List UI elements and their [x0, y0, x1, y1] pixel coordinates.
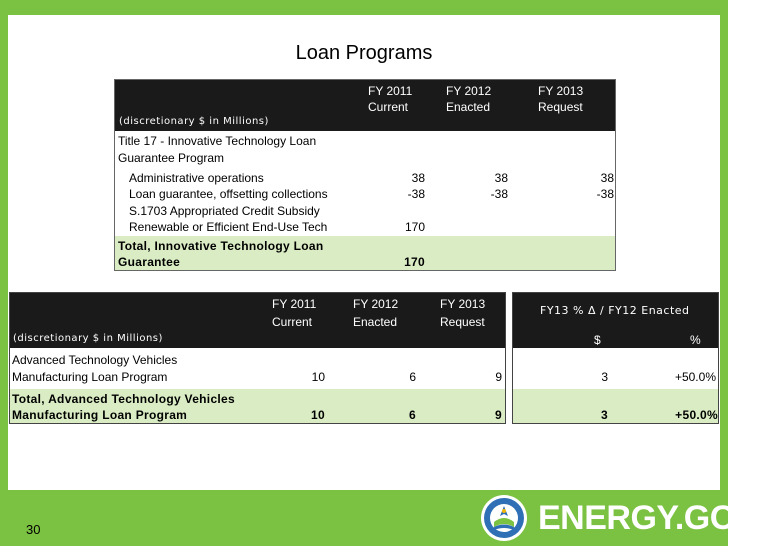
table2-row-fy2013: 9: [495, 370, 502, 384]
table2-change-title: FY13 % Δ / FY12 Enacted: [540, 304, 690, 317]
table1-border: [114, 79, 616, 271]
table1-row-fy2011: -38: [407, 187, 425, 201]
table2-total-label-line1: Total, Advanced Technology Vehicles: [12, 392, 235, 406]
table1-row-label: S.1703 Appropriated Credit Subsidy: [129, 204, 320, 218]
table2-change-pct-header: %: [690, 333, 701, 347]
table2-col-fy2012: FY 2012 Enacted: [353, 297, 399, 329]
table1-section-title-line1: Title 17 - Innovative Technology Loan: [118, 134, 317, 148]
table1-section-title-line2: Guarantee Program: [118, 151, 225, 165]
table1-units-label: (discretionary $ in Millions): [119, 116, 269, 127]
table2-row-label-line2: Manufacturing Loan Program: [12, 370, 168, 384]
table1-col-fy2012: FY 2012 Enacted: [446, 84, 492, 114]
table2-row-change-pct: +50.0%: [674, 370, 716, 384]
table2-change-border: [512, 292, 719, 424]
table1-row-fy2011: 170: [404, 220, 425, 234]
table2-row-fy2012: 6: [409, 370, 416, 384]
table1-total-label-line1: Total, Innovative Technology Loan: [118, 239, 324, 253]
doe-seal-icon: [480, 494, 528, 542]
table2-row-label-line1: Advanced Technology Vehicles: [12, 353, 178, 367]
slide-number: 30: [26, 522, 41, 537]
table2-col-fy2011: FY 2011 Current: [272, 297, 317, 329]
table1-row-fy2012: 38: [494, 171, 508, 185]
table1-col-fy2013: FY 2013 Request: [538, 84, 584, 114]
table1-total-fy2011: 170: [404, 255, 425, 269]
table2-total-fy2013: 9: [495, 408, 502, 422]
table2-border: [9, 292, 506, 424]
table2-row-change-dollar: 3: [601, 370, 608, 384]
table2-total-change-dollar: 3: [601, 408, 608, 422]
right-green-bar: [720, 0, 728, 546]
slide-title: Loan Programs: [295, 42, 433, 64]
table1-row-label: Loan guarantee, offsetting collections: [129, 187, 328, 201]
table2-col-fy2013: FY 2013 Request: [440, 297, 486, 329]
table1-row-label: Renewable or Efficient End-Use Tech: [129, 220, 328, 234]
table2-change-dollar-header: $: [594, 333, 601, 347]
top-green-bar: [0, 0, 728, 15]
table1-row-fy2012: -38: [490, 187, 508, 201]
energy-gov-logo-text: ENERGY.GOV: [538, 499, 758, 537]
table1-row-fy2011: 38: [411, 171, 425, 185]
table2-total-fy2011: 10: [311, 408, 325, 422]
table2-total-label-line2: Manufacturing Loan Program: [12, 408, 188, 422]
table2-total-fy2012: 6: [409, 408, 416, 422]
table1-row-label: Administrative operations: [129, 171, 264, 185]
table1-row-fy2013: -38: [596, 187, 614, 201]
left-green-bar: [0, 0, 8, 546]
table1-total-label-line2: Guarantee: [118, 255, 181, 269]
table1-row-fy2013: 38: [600, 171, 614, 185]
table2-units-label: (discretionary $ in Millions): [13, 333, 163, 344]
energy-gov-logo: [470, 494, 758, 542]
table1-col-fy2011: FY 2011 Current: [368, 84, 413, 114]
table2-total-change-pct: +50.0%: [675, 408, 718, 422]
table2-row-fy2011: 10: [311, 370, 325, 384]
